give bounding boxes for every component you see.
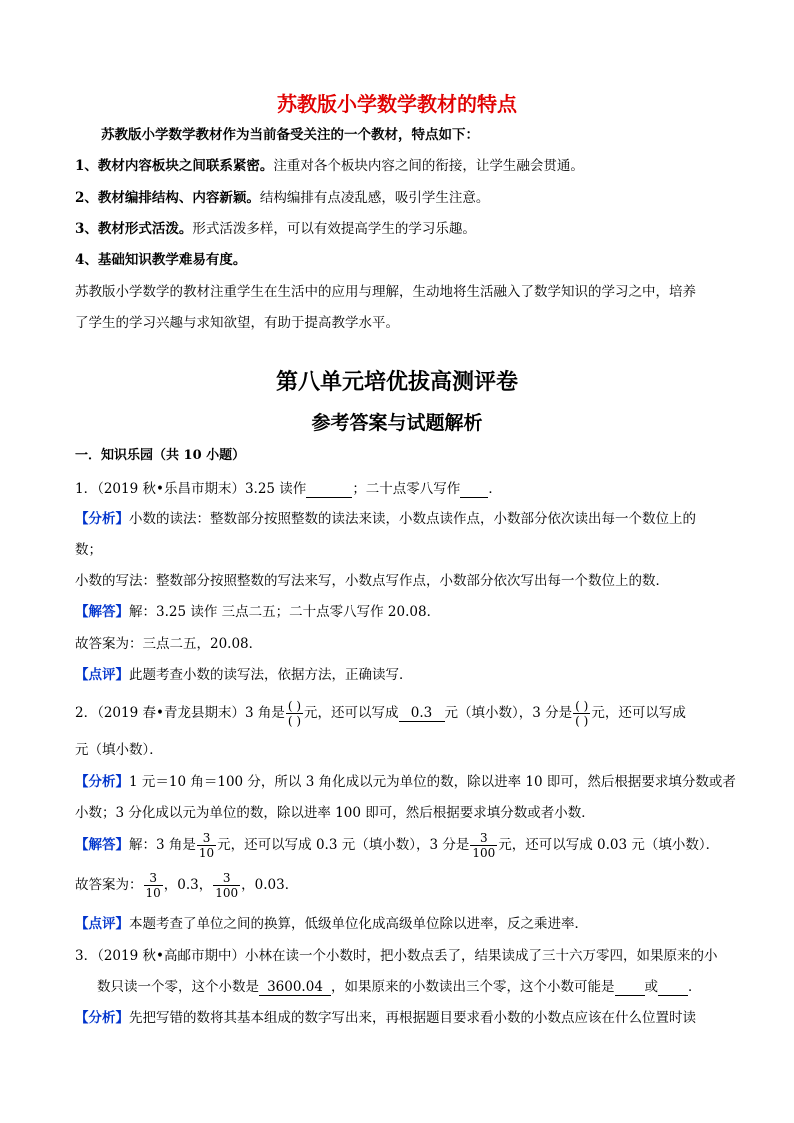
q2-analysis-2: 小数；3 分化成以元为单位的数，除以进率 100 即可，然后根据要求填分数或者小数．: [75, 805, 595, 821]
exam-title: 第八单元培优拔高测评卷: [275, 369, 518, 395]
q3-analysis: 【分析】先把写错的数将其基本组成的数字写出来，再根据题目要求看小数的小数点应该在什么位置时读: [75, 1010, 696, 1026]
q1-analysis-2: 数；: [75, 542, 102, 558]
summary-line-1: 苏教版小学数学的教材注重学生在生活中的应用与理解，生动地将生活融入了数学知识的学习之中，培养: [75, 284, 696, 300]
q3-stem: 3．（2019 秋•高邮市期中）小林在读一个小数时，把小数点丢了，结果读成了三十六万零四，如果原来的小: [75, 948, 718, 964]
q3-blank-2: [615, 979, 645, 996]
feature-point-2: 2、教材编排结构、内容新颖。结构编排有点凌乱感，吸引学生注意。: [75, 190, 490, 206]
q1-solution: 【解答】解：3.25 读作 三点二五；二十点零八写作 20.08．: [75, 604, 441, 620]
intro-line: [75, 125, 725, 145]
q2-analysis: 【分析】1 元＝10 角＝100 分，所以 3 角化成以元为单位的数，除以进率 10 即可，然后根据要求填分数或者: [75, 774, 736, 790]
q1-stem: 1．（2019 秋•乐昌市期末）3.25 读作 ；二十点零八写作 ．: [75, 481, 502, 497]
q1-comment: 【点评】此题考查小数的读写法，依据方法，正确读写．: [75, 667, 413, 683]
q2-answer: 故答案为： $\frac{3}{10}$ ，0.3， $\frac{3}{100}$ ，0.03．: [75, 871, 299, 900]
q2-stem: 2．（2019 春•青龙县期末）3 角是 $\frac{( )}{( )}$ 元，还可以写成 0.3 元（填小数），3 分是 $\frac{( )}{( )}$ 元，还可以写成: [75, 699, 686, 728]
feature-point-3: 3、教材形式活泼。形式活泼多样，可以有效提高学生的学习乐趣。: [75, 221, 476, 237]
q2-blank-decimal: 0.3: [399, 705, 445, 722]
analysis-tag: 【分析】: [75, 511, 129, 527]
summary-line-2: 了学生的学习兴趣与求知欲望，有助于提高教学水平。: [75, 315, 399, 331]
q1-answer: 故答案为：三点二五，20.08．: [75, 636, 263, 652]
q3-blank-3: [658, 979, 688, 996]
section-heading: 一．知识乐园（共 10 小题）: [75, 448, 246, 463]
q2-comment: 【点评】本题考查了单位之间的换算，低级单位化成高级单位除以进率，反之乘进率．: [75, 916, 588, 932]
q1-blank-1: [306, 481, 352, 498]
q2-fraction-3-100: $\frac{3}{100}$: [472, 831, 496, 860]
q2-fraction-3-10: $\frac{3}{10}$: [198, 831, 215, 860]
q3-blank-1: 3600.04: [259, 979, 331, 996]
solution-tag: 【解答】: [75, 604, 129, 620]
q1-analysis-3: 小数的写法：整数部分按照整数的写法来写，小数点写作点，小数部分依次写出每一个数位上的数．: [75, 573, 669, 589]
q2-stem-2: 元（填小数）．: [75, 742, 163, 758]
intro-text: 苏教版小学数学教材作为当前备受关注的一个教材，特点如下：: [101, 127, 479, 143]
q2-solution: 【解答】解：3 角是 $\frac{3}{10}$ 元，还可以写成 0.3 元（填小数），3 分是 $\frac{3}{100}$ 元，还可以写成 0.03 元（填小数）．: [75, 831, 720, 860]
q1-analysis: 【分析】小数的读法：整数部分按照整数的读法来读，小数点读作点，小数部分依次读出每一个数位上的: [75, 511, 696, 527]
q2-fraction-blank-2: $\frac{( )}{( )}$: [575, 699, 589, 728]
red-title: 苏教版小学数学教材的特点: [277, 92, 517, 116]
feature-point-1: 1、教材内容板块之间联系紧密。注重对各个板块内容之间的衔接，让学生融会贯通。: [75, 158, 584, 174]
q3-stem-2: 数只读一个零，这个小数是 3600.04 ，如果原来的小数读出三个零，这个小数可能是 或 ．: [97, 979, 702, 995]
comment-tag: 【点评】: [75, 667, 129, 683]
q1-blank-2: [460, 481, 488, 498]
feature-point-4: 4、基础知识教学难易有度。: [75, 252, 247, 268]
exam-subtitle: 参考答案与试题解析: [311, 412, 483, 434]
q2-fraction-blank-1: $\frac{( )}{( )}$: [287, 699, 302, 728]
